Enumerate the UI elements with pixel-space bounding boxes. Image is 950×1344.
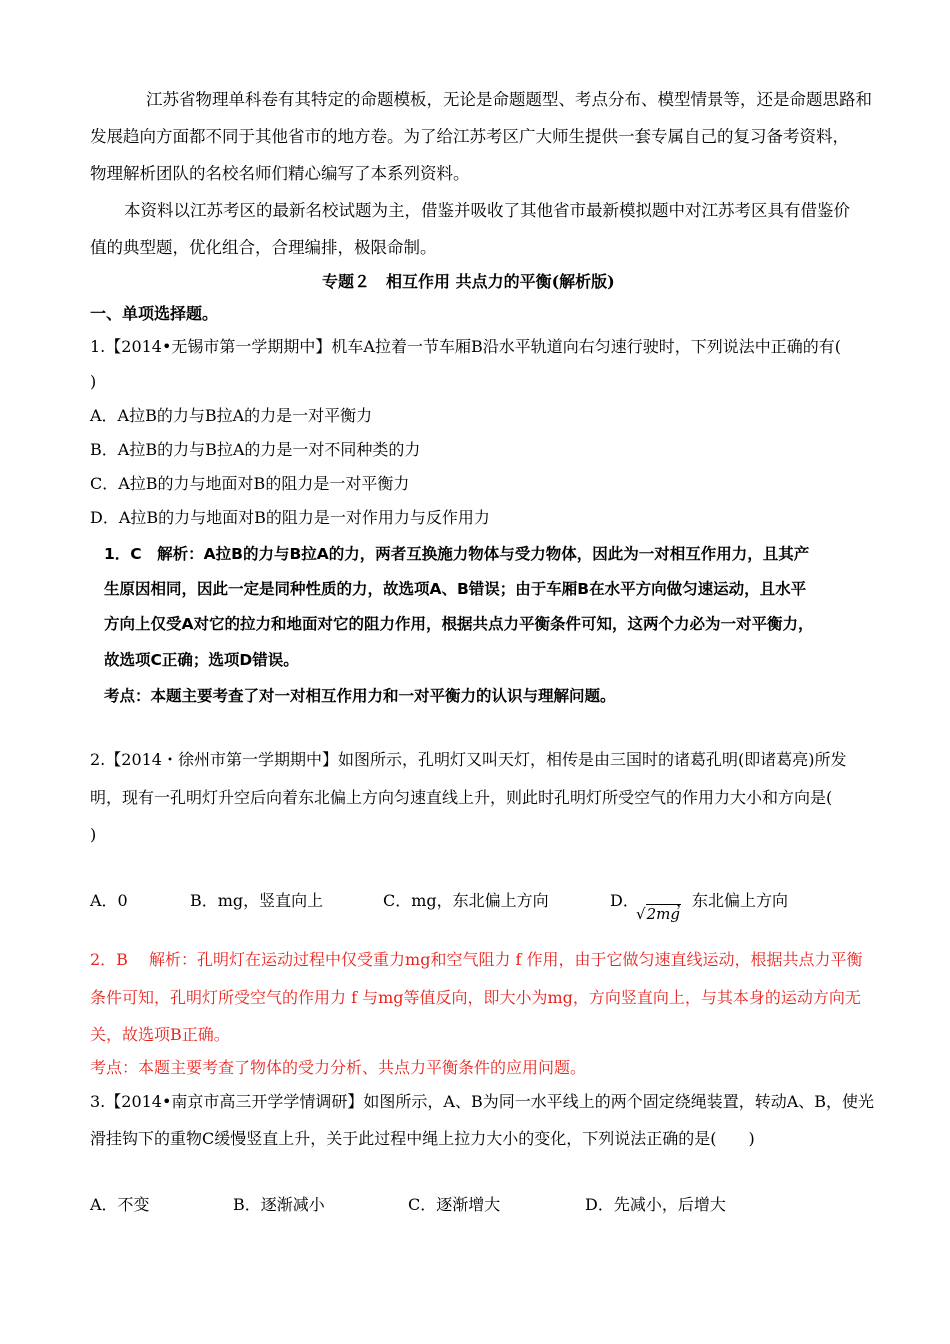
q1-answer-line-4: 故选项C正确；选项D错误。: [104, 651, 299, 669]
q3-stem-line-2: 滑挂钩下的重物C缓慢竖直上升，关于此过程中绳上拉力大小的变化，下列说法正确的是( ): [90, 1129, 755, 1148]
q1-option-b: B．A拉B的力与B拉A的力是一对不同种类的力: [90, 440, 421, 459]
q2-answer-line-3: 关，故选项B正确。: [90, 1025, 230, 1044]
q2-stem-line-1: 2.【2014・徐州市第一学期期中】如图所示，孔明灯又叫天灯，相传是由三国时的诸葛孔明(即诸葛亮)所发: [90, 750, 847, 769]
q2-stem-line-3: ): [90, 825, 97, 844]
q3-stem-line-1: 3.【2014•南京市高三开学学情调研】如图所示，A、B为同一水平线上的两个固定绕绳装置，转动A、B，使光: [90, 1092, 875, 1111]
q2-answer-line-1: 2．B 解析：孔明灯在运动过程中仅受重力mg和空气阻力 f 作用，由于它做匀速直线运动，根据共点力平衡: [90, 950, 863, 969]
q2-stem-line-2: 明，现有一孔明灯升空后向着东北偏上方向匀速直线上升，则此时孔明灯所受空气的作用力大小和方向是(: [90, 788, 833, 807]
q1-answer-line-1: 1．C 解析：A拉B的力与B拉A的力，两者互换施力物体与受力物体，因此为一对相互作用力，且其产: [104, 545, 810, 563]
section-heading: 一、单项选择题。: [90, 304, 219, 323]
intro-paragraph-1-line-3: 物理解析团队的名校名师们精心编写了本系列资料。: [90, 164, 470, 183]
q2-option-b: B．mg，竖直向上: [190, 891, 324, 910]
q3-option-b: B．逐渐减小: [233, 1195, 325, 1214]
q2-option-d-label: D．: [610, 891, 639, 910]
q1-stem-line-1: 1.【2014•无锡市第一学期期中】机车A拉着一节车厢B沿水平轨道向右匀速行驶时，下列说法中正确的有(: [90, 337, 841, 356]
q1-answer-line-3: 方向上仅受A对它的拉力和地面对它的阻力作用，根据共点力平衡条件可知，这两个力必为一对平衡力，: [104, 615, 814, 633]
sqrt-sign: √: [636, 905, 646, 923]
q2-option-a: A．0: [90, 891, 128, 910]
topic-title: 专题２ 相互作用 共点力的平衡(解析版): [322, 272, 615, 291]
q1-stem-line-2: ): [90, 372, 97, 391]
q1-option-a: A．A拉B的力与B拉A的力是一对平衡力: [90, 406, 373, 425]
q1-kaodian: 考点：本题主要考查了对一对相互作用力和一对平衡力的认识与理解问题。: [104, 687, 616, 705]
sqrt-radicand: 2mg: [646, 905, 680, 923]
q1-answer-line-2: 生原因相同，因此一定是同种性质的力，故选项A、B错误；由于车厢B在水平方向做匀速运动，且水平: [104, 580, 807, 598]
intro-paragraph-1-line-2: 发展趋向方面都不同于其他省市的地方卷。为了给江苏考区广大师生提供一套专属自己的复习备考资料，: [90, 127, 849, 146]
q2-answer-line-2: 条件可知，孔明灯所受空气的作用力 f 与mg等值反向，即大小为mg，方向竖直向上，与其本身的运动方向无: [90, 988, 861, 1007]
q2-option-d-formula: [636, 904, 681, 924]
q1-option-d: D．A拉B的力与地面对B的阻力是一对作用力与反作用力: [90, 508, 490, 527]
intro-paragraph-2-line-2: 值的典型题，优化组合，合理编排，极限命制。: [90, 238, 437, 257]
q1-option-c: C．A拉B的力与地面对B的阻力是一对平衡力: [90, 474, 410, 493]
q2-option-c: C．mg，东北偏上方向: [383, 891, 549, 910]
intro-paragraph-2-line-1: 本资料以江苏考区的最新名校试题为主，借鉴并吸收了其他省市最新模拟题中对江苏考区具有借鉴价: [124, 201, 850, 220]
q2-option-d-text: ，东北偏上方向: [676, 891, 789, 910]
q3-option-c: C．逐渐增大: [408, 1195, 501, 1214]
q3-option-d: D．先减小，后增大: [585, 1195, 726, 1214]
intro-paragraph-1-line-1: 江苏省物理单科卷有其特定的命题模板，无论是命题题型、考点分布、模型情景等，还是命题思路和: [146, 90, 872, 109]
q3-option-a: A．不变: [90, 1195, 150, 1214]
q2-kaodian: 考点：本题主要考查了物体的受力分析、共点力平衡条件的应用问题。: [90, 1058, 587, 1077]
